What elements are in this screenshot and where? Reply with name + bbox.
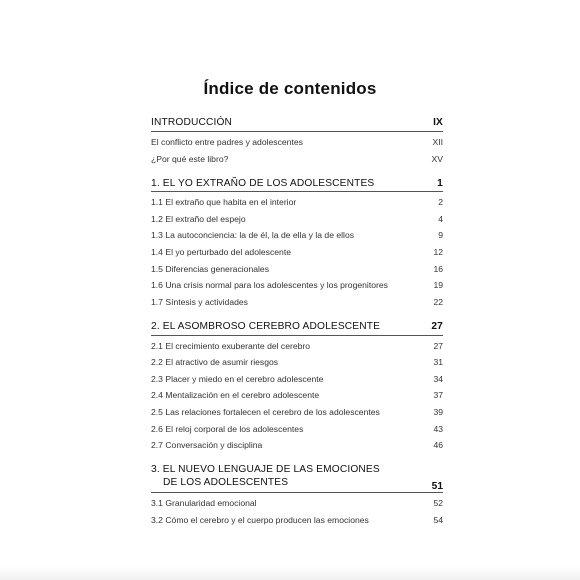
toc-entry: [151, 341, 443, 351]
toc-entry-page: 19: [433, 280, 443, 290]
toc-entry: [151, 390, 443, 400]
toc-heading-page: 1: [437, 178, 443, 189]
toc-entry: [151, 297, 443, 307]
divider-rule: [151, 335, 443, 336]
toc-entry-page: 54: [433, 515, 443, 525]
toc-entry-label: 2.1 El crecimiento exuberante del cerebro: [151, 341, 311, 351]
toc-entry: [151, 498, 443, 508]
toc-heading-label: 1. EL YO EXTRAÑO DE LOS ADOLESCENTES: [151, 178, 375, 189]
toc-heading-page: IX: [433, 117, 443, 128]
toc-entry-label: 1.3 La autoconciencia: la de él, la de ella y la de ellos: [151, 230, 355, 240]
toc-entry: [151, 230, 443, 240]
toc-entry-page: 43: [433, 424, 443, 434]
toc-entry-page: 34: [433, 374, 443, 384]
toc-entry-page: 22: [433, 297, 443, 307]
toc-entry-label: 1.7 Síntesis y actividades: [151, 297, 248, 307]
toc-entry-page: 31: [433, 357, 443, 367]
toc-entry-label: 1.2 El extraño del espejo: [151, 214, 246, 224]
toc-heading-page: 27: [431, 321, 443, 332]
toc-entry-page: XII: [432, 137, 443, 147]
toc-entry-label: 2.5 Las relaciones fortalecen el cerebro de los adolescentes: [151, 407, 380, 417]
toc-entry: [151, 214, 443, 224]
toc-heading-chapter-1: [151, 178, 443, 189]
toc-entry-label: 2.7 Conversación y disciplina: [151, 440, 263, 450]
page-bottom-edge: [0, 566, 580, 580]
toc-heading-label: INTRODUCCIÓN: [151, 117, 233, 128]
divider-rule: [151, 131, 443, 132]
toc-heading-chapter-2: [151, 321, 443, 332]
toc-entry-label: 1.5 Diferencias generacionales: [151, 264, 269, 274]
toc-entry-label: 1.1 El extraño que habita en el interior: [151, 197, 297, 207]
toc-heading-label: 2. EL ASOMBROSO CEREBRO ADOLESCENTE: [151, 321, 381, 332]
toc-entry: [151, 137, 443, 147]
toc-entry-page: 16: [433, 264, 443, 274]
toc-heading-label: 3. EL NUEVO LENGUAJE DE LAS EMOCIONES: [151, 464, 380, 475]
toc-entry-page: 39: [433, 407, 443, 417]
toc-entry: [151, 247, 443, 257]
toc-entry: [151, 264, 443, 274]
toc-entry-label: 3.2 Cómo el cerebro y el cuerpo producen las emociones: [151, 515, 369, 525]
toc-entry-label: 2.2 El atractivo de asumir riesgos: [151, 357, 279, 367]
toc-entry: [151, 424, 443, 434]
toc-entry-page: 2: [438, 197, 443, 207]
toc-entry-label: El conflicto entre padres y adolescentes: [151, 137, 303, 147]
toc-entry-page: XV: [431, 154, 443, 164]
toc-entry: [151, 407, 443, 417]
toc-entry: [151, 440, 443, 450]
toc-entry-page: 27: [433, 341, 443, 351]
toc-entry-label: 3.1 Granularidad emocional: [151, 498, 257, 508]
divider-rule: [151, 191, 443, 192]
toc-entry-page: 9: [438, 230, 443, 240]
toc-entry: [151, 357, 443, 367]
toc-entry: [151, 374, 443, 384]
toc-entry-page: 37: [433, 390, 443, 400]
toc-entry-label: 1.6 Una crisis normal para los adolescentes y los progenitores: [151, 280, 388, 290]
toc-entry: [151, 197, 443, 207]
toc-entry-label: 1.4 El yo perturbado del adolescente: [151, 247, 291, 257]
divider-rule: [151, 492, 443, 493]
page-title: Índice de contenidos: [203, 79, 377, 98]
toc-entry: [151, 154, 443, 164]
toc-entry: [151, 280, 443, 290]
toc-entry-page: 46: [433, 440, 443, 450]
toc-entry: [151, 515, 443, 525]
toc-heading-chapter-3: [151, 464, 443, 492]
toc-entry-page: 12: [433, 247, 443, 257]
toc-heading-page: 51: [431, 481, 443, 492]
toc-entry-label: 2.4 Mentalización en el cerebro adolescente: [151, 390, 320, 400]
toc-heading-intro: [151, 117, 443, 128]
toc-entry-label: ¿Por qué este libro?: [151, 154, 229, 164]
toc-heading-label-continued: DE LOS ADOLESCENTES: [163, 477, 289, 488]
toc-entry-label: 2.6 El reloj corporal de los adolescentes: [151, 424, 304, 434]
toc-entry-page: 4: [438, 214, 443, 224]
toc-entry-label: 2.3 Placer y miedo en el cerebro adolescente: [151, 374, 324, 384]
toc-entry-page: 52: [433, 498, 443, 508]
